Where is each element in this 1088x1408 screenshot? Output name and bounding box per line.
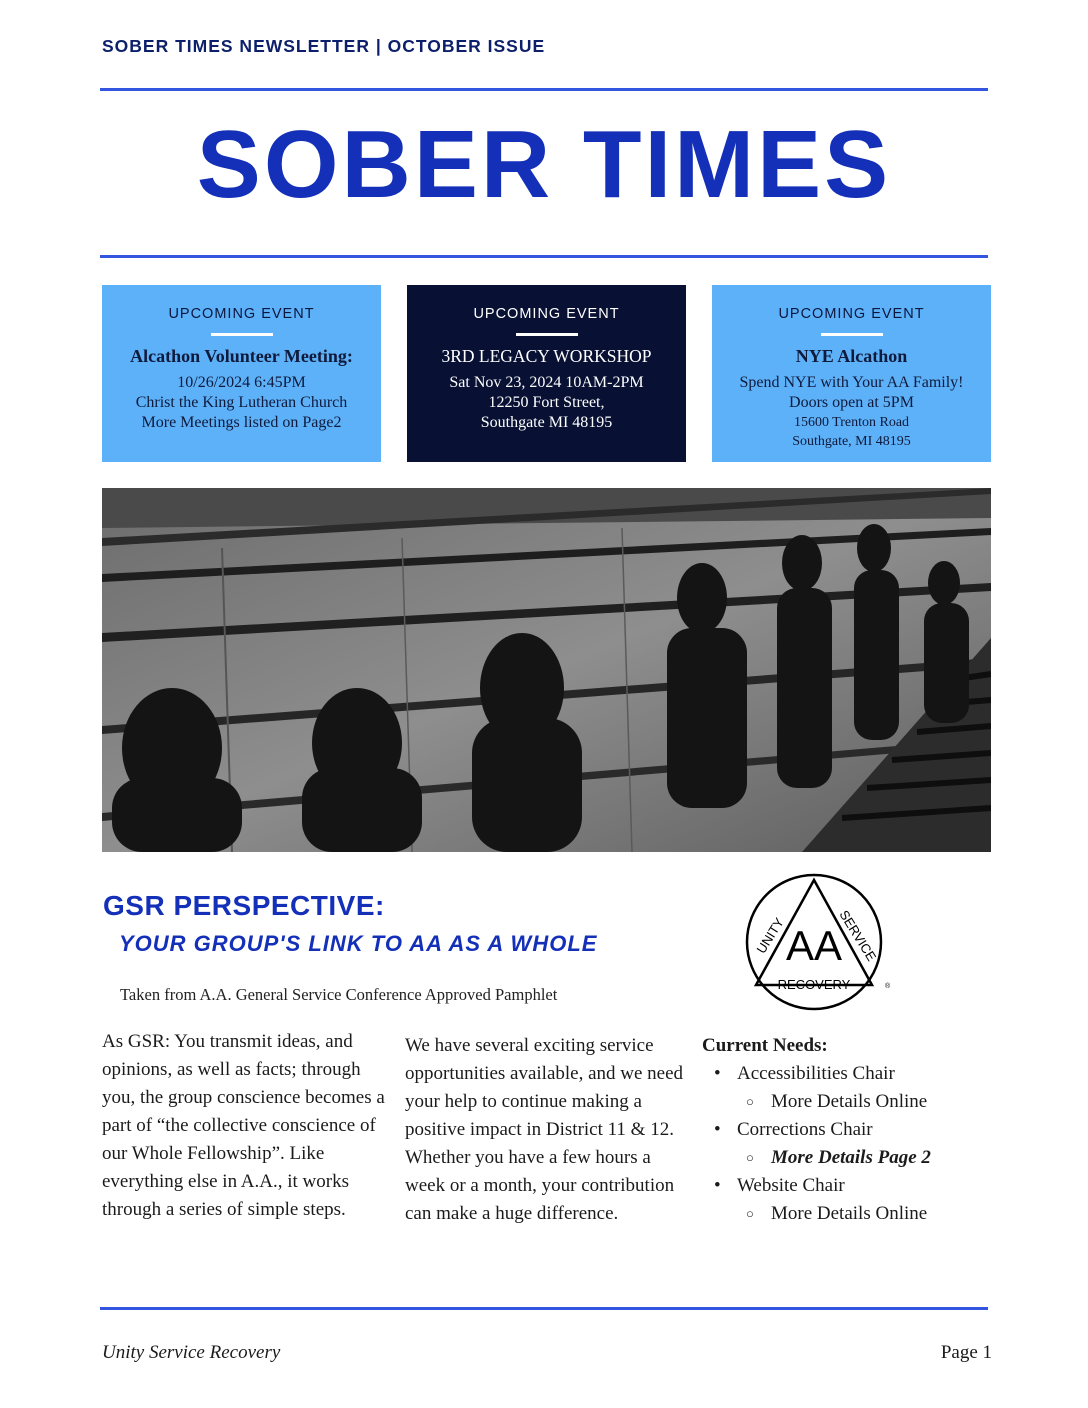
event-detail: Doors open at 5PM (789, 394, 914, 411)
top-divider (100, 88, 988, 91)
event-eyebrow: UPCOMING EVENT (778, 306, 925, 322)
event-eyebrow: UPCOMING EVENT (168, 306, 315, 322)
shadows-photo (102, 488, 991, 852)
logo-bottom-text: RECOVERY (777, 977, 851, 992)
event-box-legacy-workshop (407, 285, 686, 462)
list-item-detail: ○ More Details Online (746, 1203, 928, 1224)
list-item: • Website Chair (702, 1172, 1002, 1200)
event-divider (211, 333, 273, 336)
event-box-alcathon-volunteer (102, 285, 381, 462)
masthead-title: SOBER TIMES (196, 111, 892, 218)
event-divider (516, 333, 578, 336)
logo-registered-mark: ® (885, 983, 891, 990)
list-item-detail: ○ More Details Page 2 (746, 1147, 931, 1168)
running-title: SOBER TIMES NEWSLETTER | OCTOBER ISSUE (102, 36, 546, 56)
article-column-2: We have several exciting service opportunities available, and we need your help to continue making a positive impact in District 11 & 12. Whether you have a few hours a week or a month, your contribution can make a huge difference. (405, 1035, 684, 1224)
event-box-nye-alcathon (712, 285, 991, 462)
event-divider (821, 333, 883, 336)
event-detail: 12250 Fort Street, (488, 394, 605, 411)
source-note: Taken from A.A. General Service Conference Approved Pamphlet (120, 985, 558, 1004)
page-number: Page 1 (940, 1342, 992, 1363)
event-title: Alcathon Volunteer Meeting: (130, 346, 353, 366)
logo-right-text: SERVICE (836, 907, 880, 964)
section-heading: GSR PERSPECTIVE: (103, 890, 385, 921)
list-item-detail: ○ More Details Online (746, 1091, 928, 1112)
event-detail: Spend NYE with Your AA Family! (739, 374, 964, 391)
section-subheading: YOUR GROUP'S LINK TO AA AS A WHOLE (119, 931, 598, 956)
article-column-1: As GSR: You transmit ideas, and opinions, as well as facts; through you, the group conscience becomes a part of “the collective conscience of our Whole Fellowship”. Like everything else in A.A., it works through a series of simple steps. (102, 1031, 385, 1220)
event-title: NYE Alcathon (795, 346, 908, 366)
logo-center-text: AA (785, 922, 843, 969)
masthead-divider (100, 255, 988, 258)
event-detail: More Meetings listed on Page2 (141, 414, 342, 431)
aa-logo (744, 868, 892, 1016)
event-detail: 10/26/2024 6:45PM (177, 374, 306, 391)
event-detail: Southgate MI 48195 (480, 414, 613, 431)
needs-list (702, 1060, 1002, 1228)
event-detail: Southgate, MI 48195 (792, 434, 911, 449)
footer-publisher: Unity Service Recovery (102, 1342, 281, 1363)
current-needs (702, 1032, 1002, 1228)
event-detail: 15600 Trenton Road (793, 415, 910, 430)
event-detail: Christ the King Lutheran Church (135, 394, 348, 411)
event-title: 3RD LEGACY WORKSHOP (441, 346, 652, 366)
event-eyebrow: UPCOMING EVENT (473, 306, 620, 322)
list-item: • Corrections Chair (702, 1116, 1002, 1144)
event-detail: Sat Nov 23, 2024 10AM-2PM (449, 374, 644, 391)
footer-divider (100, 1307, 988, 1310)
list-item: • Accessibilities Chair (702, 1060, 1002, 1088)
logo-left-text: UNITY (753, 915, 787, 957)
needs-title: Current Needs: (702, 1035, 828, 1056)
